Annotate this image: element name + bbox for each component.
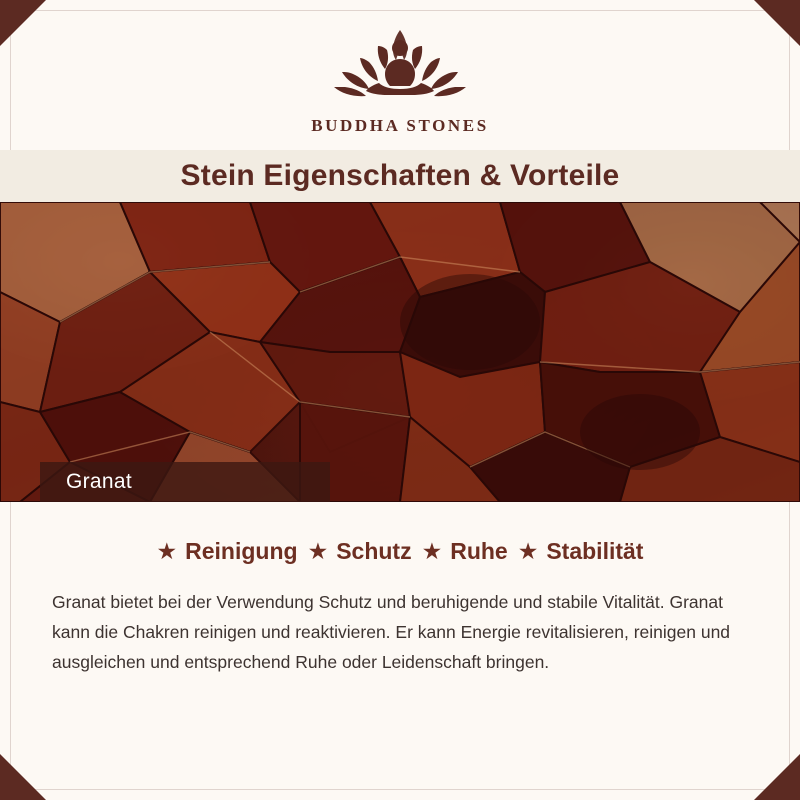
brand-name: BUDDHA STONES [311,116,489,135]
garnet-crystal-texture [0,202,800,502]
benefit-label: Stabilität [546,538,644,564]
brand-header [0,0,800,136]
corner-ornament-bottom-right [754,754,800,800]
benefit-item [308,538,412,565]
bottom-spacer [0,677,800,737]
benefit-item [157,538,298,565]
star-icon: ★ [517,538,539,564]
description-text: Granat bietet bei der Verwendung Schutz und beruhigende und stabile Vitalität. Granat kann die Chakren reinigen und reaktivieren. Er kann Energie revitalisieren, reinigen und ausgleichen und entsprechend Ruhe oder Leidenschaft bringen. [52,592,731,673]
lotus-meditation-icon [316,26,484,112]
page-title: Stein Eigenschaften & Vorteile [180,159,620,192]
benefit-label: Reinigung [185,538,298,564]
corner-ornament-bottom-left [0,754,46,800]
hero-image [0,202,800,502]
star-icon: ★ [421,538,443,564]
benefit-item [518,538,644,565]
benefit-item [422,538,508,565]
star-icon: ★ [156,538,178,564]
benefits-row [0,538,800,565]
stone-name-caption [40,462,330,502]
benefit-label: Ruhe [450,538,508,564]
star-icon: ★ [307,538,329,564]
benefit-label: Schutz [336,538,412,564]
title-band [0,150,800,202]
stone-name: Granat [66,470,132,493]
